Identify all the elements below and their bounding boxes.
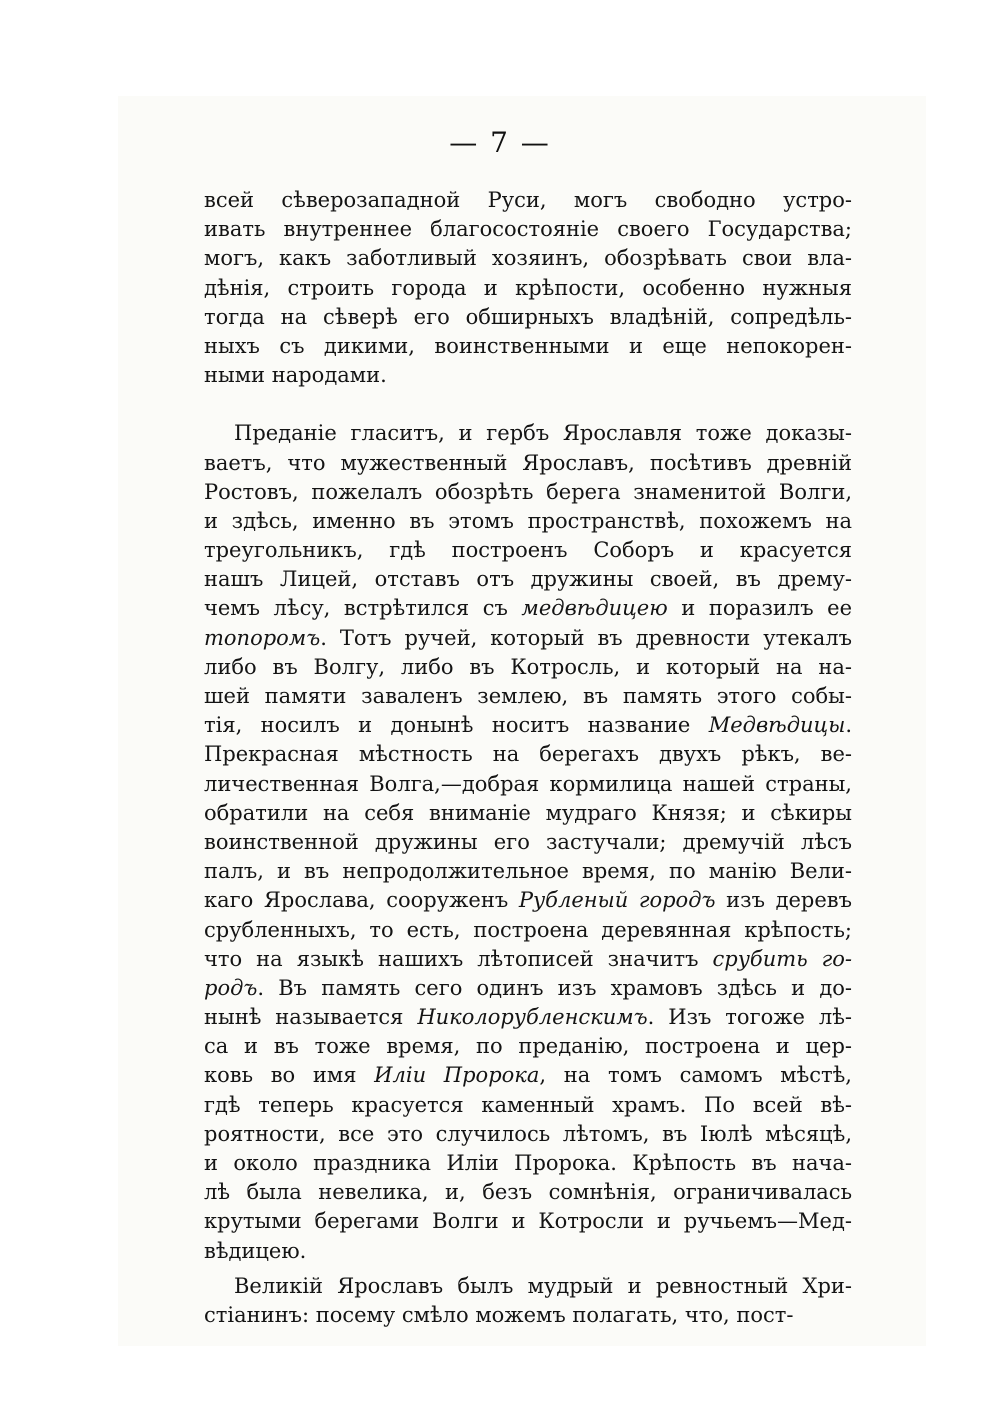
text-line — [204, 916, 852, 945]
text-segment: . Въ память сего одинъ изъ храмовъ здѣсь и до- — [257, 975, 852, 1000]
paragraph — [204, 419, 852, 1265]
text-line — [204, 1301, 852, 1330]
text-line — [204, 419, 852, 448]
text-line — [204, 303, 852, 332]
text-segment: гдѣ теперь красуется каменный храмъ. По всей вѣ- — [204, 1092, 852, 1117]
text-segment: ваетъ, что мужественный Ярославъ, посѣтивъ древній — [204, 450, 852, 475]
text-segment: нынѣ называется — [204, 1005, 418, 1030]
text-line — [204, 857, 852, 886]
text-segment: обратили на себя вниманіе мудраго Князя; и сѣкиры — [204, 800, 852, 825]
text-segment: что на языкѣ нашихъ лѣтописей значитъ — [204, 946, 713, 971]
text-segment: каго Ярослава, сооруженъ — [204, 888, 519, 913]
text-segment: . Тотъ ручей, который въ древности утекалъ — [320, 625, 852, 650]
text-segment: личественная Волга,—добрая кормилица нашей страны, — [204, 771, 852, 796]
italic-text: Рубленый городъ — [518, 888, 716, 913]
text-line — [204, 1272, 852, 1301]
text-segment: роятности, все это случилось лѣтомъ, въ Іюлѣ мѣсяцѣ, — [204, 1121, 852, 1146]
text-line — [204, 244, 852, 273]
text-segment: воинственной дружины его застучали; дремучій лѣсъ — [204, 829, 852, 854]
text-segment: всей сѣверозападной Руси, могъ свободно устро- — [204, 188, 852, 212]
text-segment: . — [845, 713, 852, 738]
paragraph — [204, 186, 852, 390]
text-line — [204, 332, 852, 361]
text-line — [204, 1178, 852, 1207]
italic-text: Николорубленскимъ — [417, 1005, 648, 1030]
text-line — [204, 186, 852, 215]
text-segment: тогда на сѣверѣ его обширныхъ владѣній, сопредѣль- — [204, 304, 852, 329]
text-segment: и около праздника Иліи Пророка. Крѣпость въ нача- — [204, 1151, 852, 1175]
italic-text: медвѣдицею — [521, 596, 668, 621]
text-line — [204, 974, 852, 1003]
text-segment: . Изъ тогоже лѣ- — [647, 1005, 852, 1030]
text-segment: могъ, какъ заботливый хозяинъ, обозрѣвать свои вла- — [204, 246, 852, 271]
text-segment: Прекрасная мѣстность на берегахъ двухъ рѣкъ, ве- — [204, 742, 852, 767]
text-line — [204, 945, 852, 974]
text-segment: шей памяти заваленъ землею, въ память этого собы- — [204, 684, 852, 708]
text-line — [204, 770, 852, 799]
text-line — [204, 1120, 852, 1149]
text-segment: треугольникъ, гдѣ построенъ Соборъ и красуется — [204, 538, 852, 563]
text-line — [204, 361, 852, 390]
italic-text: срубить го- — [712, 946, 852, 971]
text-segment: ивать внутреннее благосостояніе своего Государства; — [204, 217, 852, 242]
text-line — [204, 478, 852, 507]
text-line — [204, 1237, 852, 1266]
paragraph-gap — [204, 390, 852, 419]
text-segment: лѣ была невелика, и, безъ сомнѣнія, ограничивалась — [204, 1180, 852, 1205]
page-number: — 7 — — [449, 126, 551, 159]
text-line — [204, 1032, 852, 1061]
text-line — [204, 274, 852, 303]
text-line — [204, 740, 852, 769]
text-segment: ными народами. — [204, 363, 387, 388]
italic-text: Иліи Пророка — [374, 1063, 540, 1088]
text-segment: и поразилъ ее — [667, 596, 852, 621]
text-line — [204, 1149, 852, 1178]
text-line — [204, 565, 852, 594]
text-line — [204, 828, 852, 857]
italic-text: топоромъ — [204, 625, 321, 650]
text-line — [204, 594, 852, 623]
text-segment: стіанинъ: посему смѣло можемъ полагать, что, пост- — [204, 1302, 794, 1327]
text-segment: палъ, и въ непродолжительное время, по манію Вели- — [204, 859, 852, 884]
text-line — [204, 624, 852, 653]
paragraph — [204, 1272, 852, 1330]
text-line — [204, 1091, 852, 1120]
text-segment: Ростовъ, пожелалъ обозрѣть берега знаменитой Волги, — [204, 479, 852, 504]
text-segment: , на томъ самомъ мѣстѣ, — [539, 1063, 852, 1088]
body-text — [204, 186, 852, 1330]
text-line — [204, 507, 852, 536]
text-segment: Великій Ярославъ былъ мудрый и ревностный Хри- — [234, 1273, 852, 1298]
text-segment: и здѣсь, именно въ этомъ пространствѣ, похожемъ на — [204, 508, 852, 533]
text-line — [204, 711, 852, 740]
text-line — [204, 1061, 852, 1090]
text-line — [204, 449, 852, 478]
text-segment: срубленныхъ, то есть, построена деревянная крѣпость; — [204, 917, 852, 942]
text-segment: Преданіе гласитъ, и гербъ Ярославля тоже доказы- — [234, 421, 852, 446]
text-segment: ковь во имя — [204, 1063, 375, 1088]
text-segment: чемъ лѣсу, встрѣтился съ — [204, 596, 522, 621]
text-segment: нашъ Лицей, отставъ отъ дружины своей, въ дрему- — [204, 567, 852, 592]
text-segment: вѣдицею. — [204, 1238, 307, 1263]
text-segment: дѣнія, строить города и крѣпости, особенно нужныя — [204, 275, 852, 300]
text-line — [204, 1003, 852, 1032]
text-segment: либо въ Волгу, либо въ Котросль, и который на на- — [204, 654, 852, 679]
text-segment: изъ деревъ — [715, 888, 852, 913]
italic-text: родъ — [204, 975, 258, 1000]
text-segment: крутыми берегами Волги и Котросли и ручьемъ—Мед- — [204, 1209, 852, 1234]
text-segment: ныхъ съ дикими, воинственными и еще непокорен- — [204, 333, 852, 358]
text-line — [204, 536, 852, 565]
text-line — [204, 799, 852, 828]
text-line — [204, 1207, 852, 1236]
text-line — [204, 886, 852, 915]
text-line — [204, 682, 852, 711]
italic-text: Медвѣдицы — [708, 713, 846, 738]
text-segment: тія, носилъ и донынѣ носитъ название — [204, 713, 709, 738]
text-segment: са и въ тоже время, по преданію, построена и цер- — [204, 1034, 852, 1059]
text-line — [204, 215, 852, 244]
text-line — [204, 653, 852, 682]
